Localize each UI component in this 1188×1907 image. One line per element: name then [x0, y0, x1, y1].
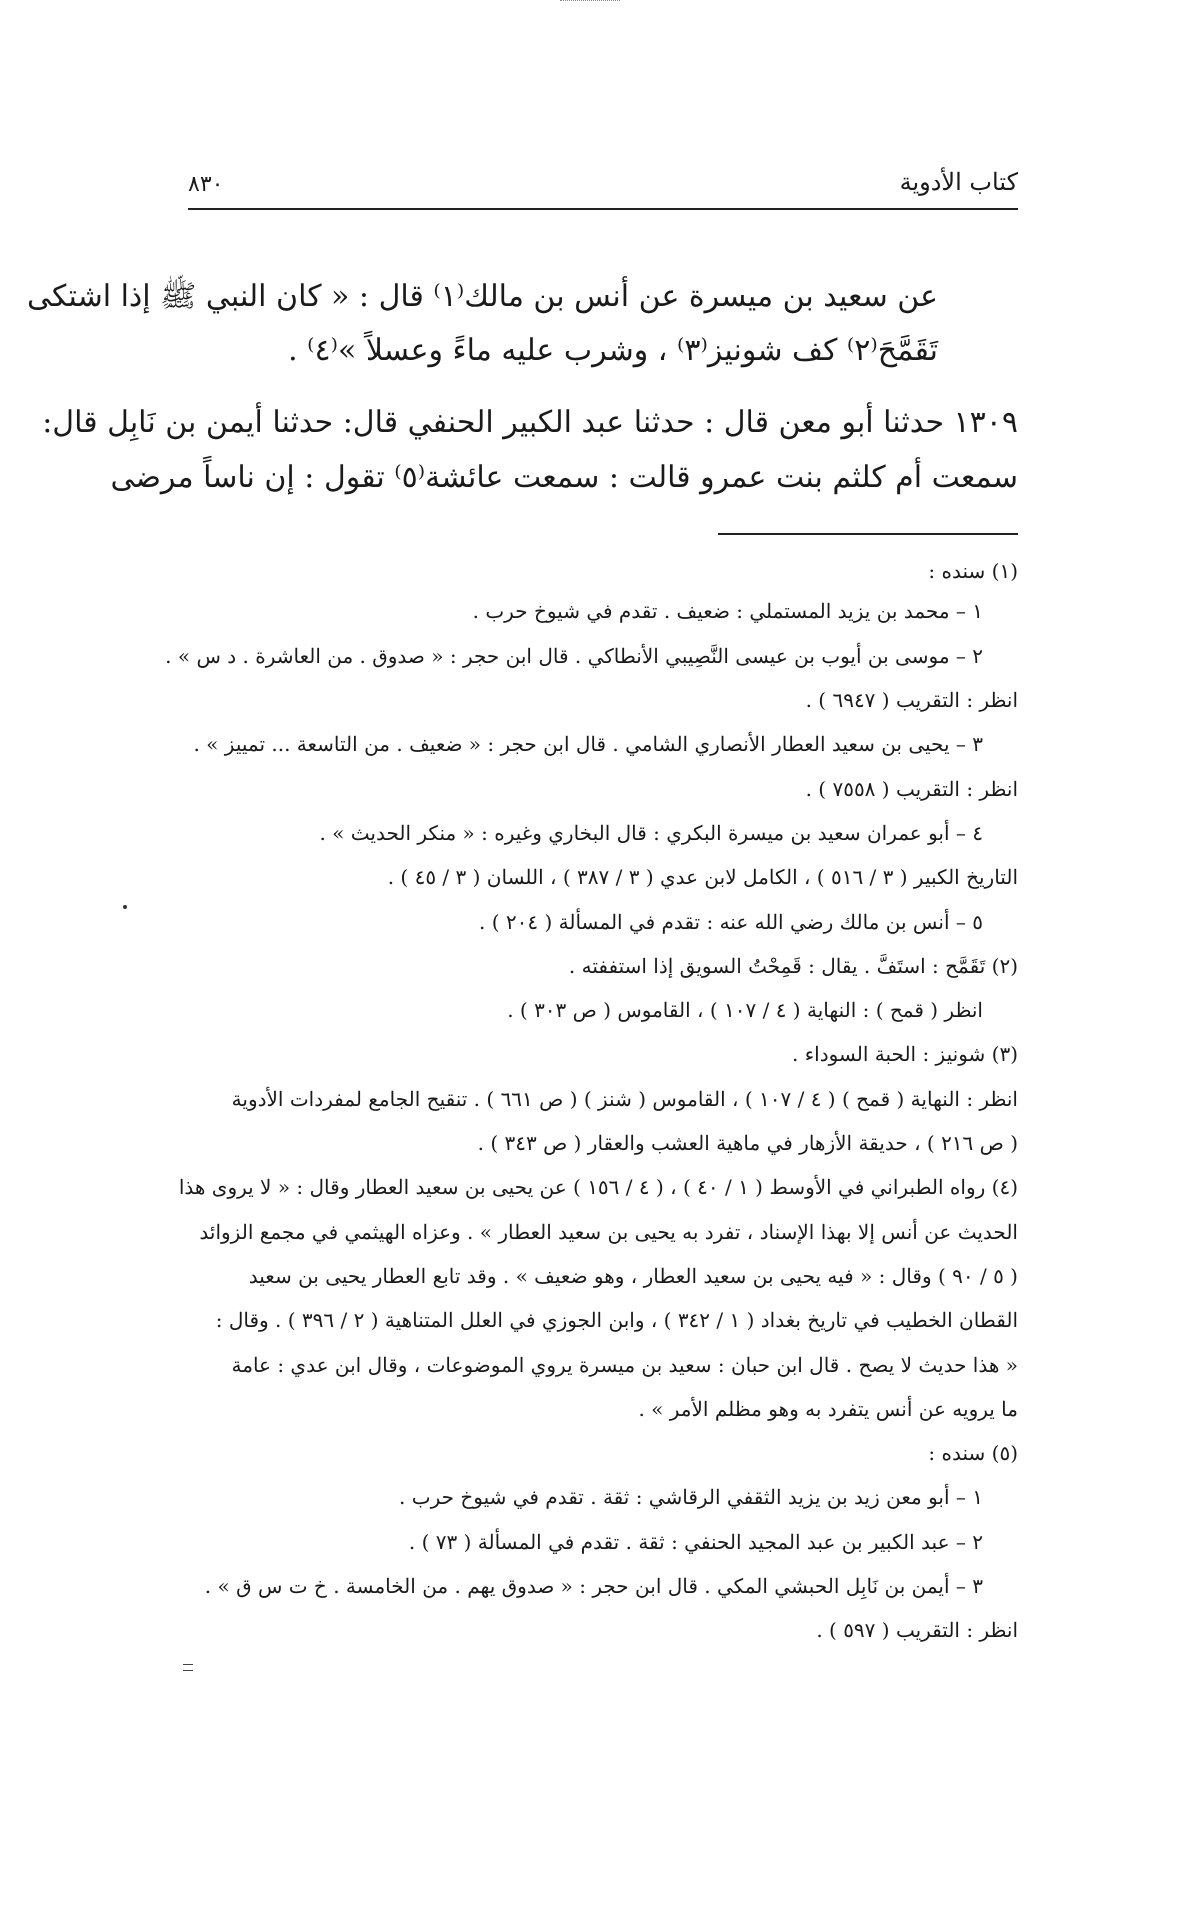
footnote-line: الحديث عن أنس إلا بهذا الإسناد ، تفرد به يحيى بن سعيد العطار » . وعزاه الهيثمي في مجمع الزوائد	[199, 1220, 1018, 1244]
footnote-line: ١ – أبو معن زيد بن يزيد الثقفي الرقاشي : ثقة . تقدم في شيوخ حرب .	[399, 1485, 983, 1509]
scan-dot	[123, 905, 127, 909]
footnote-heading: (٣) شونيز : الحبة السوداء .	[792, 1042, 1018, 1066]
footnote-line: ٥ – أنس بن مالك رضي الله عنه : تقدم في المسألة ( ٢٠٤ ) .	[479, 910, 983, 934]
footnote-separator	[718, 533, 1018, 535]
footnote-line: انظر ( قمح ) : النهاية ( ٤ / ١٠٧ ) ، القاموس ( ص ٣٠٣ ) .	[507, 998, 983, 1022]
main-text-line: تَقَمَّحَ⁽٢⁾ كف شونيز⁽٣⁾ ، وشرب عليه ماءً وعسلاً »⁽٤⁾ .	[288, 333, 938, 368]
footnote-line: انظر : النهاية ( قمح ) ( ٤ / ١٠٧ ) ، القاموس ( شنز ) ( ص ٦٦١ ) . تنقيح الجامع لمفردات الأدوية	[231, 1087, 1018, 1111]
scan-mark	[183, 1664, 193, 1671]
footnote-heading: (٤) رواه الطبراني في الأوسط ( ١ / ٤٠ ) ، ( ٤ / ١٥٦ ) عن يحيى بن سعيد العطار وقال : « لا يروى هذا	[178, 1175, 1018, 1199]
footnote-line: ١ – محمد بن يزيد المستملي : ضعيف . تقدم في شيوخ حرب .	[472, 599, 983, 623]
main-text-line: ١٣٠٩ حدثنا أبو معن قال : حدثنا عبد الكبير الحنفي قال: حدثنا أيمن بن نَابِل قال:	[42, 405, 1018, 440]
header-rule	[188, 208, 1018, 210]
running-title: كتاب الأدوية	[899, 168, 1018, 196]
page-number: ٨٣٠	[188, 172, 224, 197]
main-text-line: عن سعيد بن ميسرة عن أنس بن مالك⁽١⁾ قال : « كان النبي ﷺ إذا اشتكى	[26, 279, 938, 314]
footnote-line: ٤ – أبو عمران سعيد بن ميسرة البكري : قال البخاري وغيره : « منكر الحديث » .	[319, 821, 983, 845]
footnote-line: « هذا حديث لا يصح . قال ابن حبان : سعيد بن ميسرة يروي الموضوعات ، وقال ابن عدي : عامة	[231, 1353, 1018, 1377]
footnote-heading: (٢) تَقَمَّح : استَفَّ . يقال : قَمِحْتُ السويق إذا استففته .	[568, 954, 1018, 978]
footnote-line: ( ص ٢١٦ ) ، حديقة الأزهار في ماهية العشب والعقار ( ص ٣٤٣ ) .	[477, 1131, 1018, 1155]
footnote-line: ٣ – أيمن بن نَابِل الحبشي المكي . قال ابن حجر : « صدوق يهم . من الخامسة . خ ت س ق » .	[204, 1574, 983, 1598]
footnote-line: ٢ – عبد الكبير بن عبد المجيد الحنفي : ثقة . تقدم في المسألة ( ٧٣ ) .	[408, 1530, 983, 1554]
main-text-line: سمعت أم كلثم بنت عمرو قالت : سمعت عائشة⁽٥⁾ تقول : إن ناساً مرضى	[110, 460, 1018, 495]
footnote-heading: (١) سنده :	[928, 559, 1018, 583]
footnote-line: ( ٥ / ٩٠ ) وقال : « فيه يحيى بن سعيد العطار ، وهو ضعيف » . وقد تابع العطار يحيى بن سعيد	[248, 1264, 1018, 1288]
footnote-line: التاريخ الكبير ( ٣ / ٥١٦ ) ، الكامل لابن عدي ( ٣ / ٣٨٧ ) ، اللسان ( ٣ / ٤٥ ) .	[387, 865, 1018, 889]
footnote-line: انظر : التقريب ( ٧٥٥٨ ) .	[805, 777, 1018, 801]
footnote-heading: (٥) سنده :	[928, 1441, 1018, 1465]
footnote-line: ٣ – يحيى بن سعيد العطار الأنصاري الشامي . قال ابن حجر : « ضعيف . من التاسعة ... تمييز » .	[193, 732, 983, 756]
footnote-line: ٢ – موسى بن أيوب بن عيسى النَّصِيبي الأنطاكي . قال ابن حجر : « صدوق . من العاشرة . د س » .	[165, 644, 983, 668]
footnote-line: القطان الخطيب في تاريخ بغداد ( ١ / ٣٤٢ ) ، وابن الجوزي في العلل المتناهية ( ٢ / ٣٩٦ ) . وقال :	[215, 1308, 1018, 1332]
footnote-line: ما يرويه عن أنس يتفرد به وهو مظلم الأمر » .	[638, 1397, 1018, 1421]
footnote-line: انظر : التقريب ( ٦٩٤٧ ) .	[805, 688, 1018, 712]
scan-mark	[560, 0, 620, 3]
footnote-line: انظر : التقريب ( ٥٩٧ ) .	[816, 1618, 1018, 1642]
